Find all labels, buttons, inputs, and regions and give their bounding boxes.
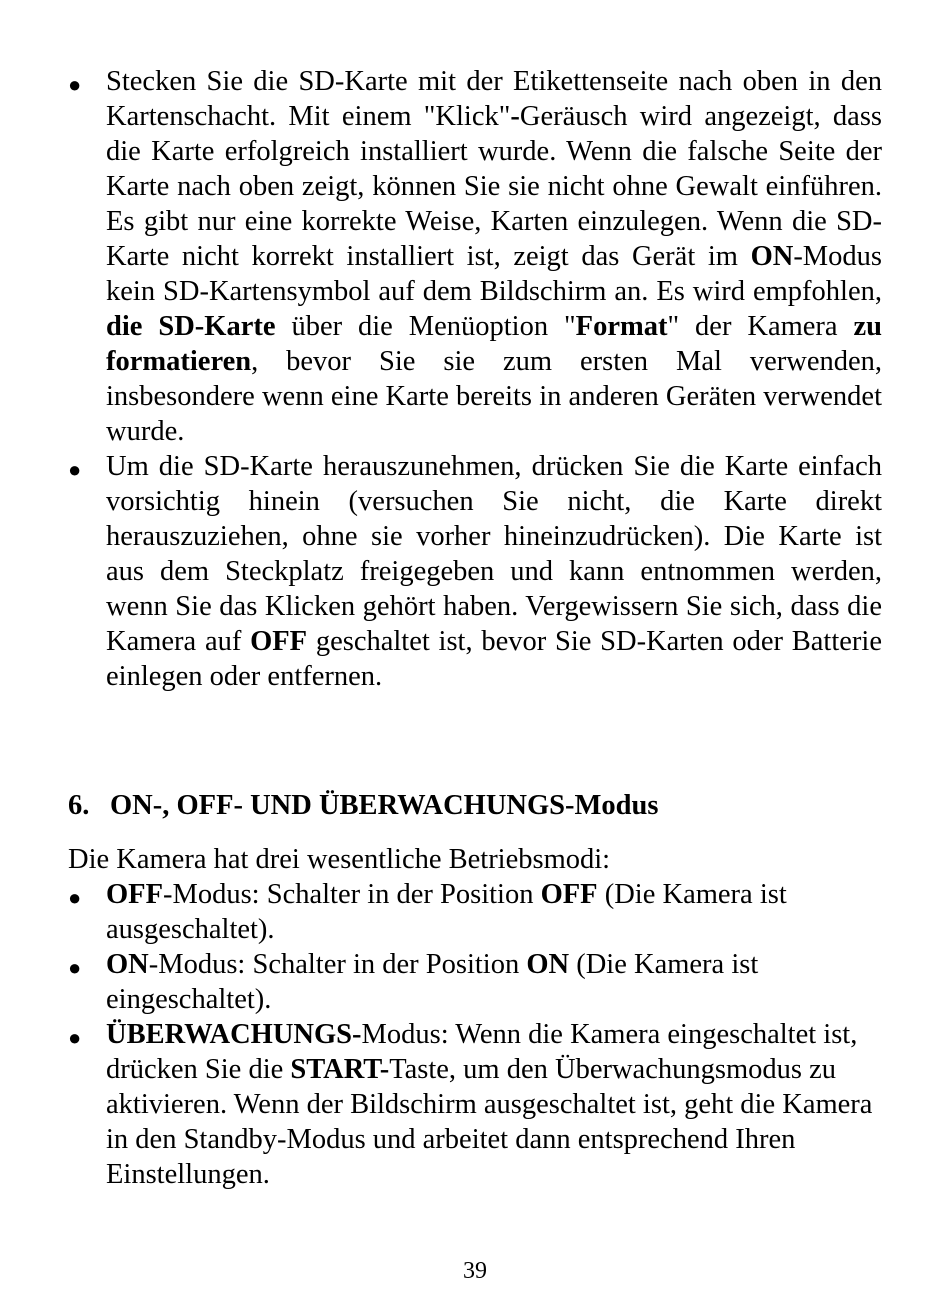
list-item: [68, 947, 882, 1017]
text-segment: -Modus: Schalter in der Position: [163, 879, 541, 910]
text-segment: -: [510, 101, 520, 132]
text-segment: zu formatieren: [106, 311, 882, 377]
text-segment: geschaltet ist, bevor Sie SD-Karten oder Batterie einlegen oder entfernen.: [106, 626, 882, 692]
paragraph: [106, 947, 882, 1017]
text-segment: , bevor Sie sie zum ersten Mal verwenden, insbesondere wenn eine Karte bereits in anderen Geräten verwendet wurde.: [106, 346, 882, 447]
bullet-icon: ●: [68, 72, 82, 97]
section-number: 6.: [68, 790, 90, 821]
text-segment: Stecken Sie die SD-Karte mit der Etikettenseite nach oben in den Kartenschacht. Mit einem "Klick": [106, 66, 882, 132]
text-segment: Modus: Wenn die Kamera eingeschaltet ist, drücken Sie die: [106, 1019, 858, 1085]
page-number: 39: [463, 1258, 487, 1284]
paragraph: [106, 64, 882, 449]
text-segment: ÜBERWACHUNGS-: [106, 1019, 362, 1050]
bullet-icon: ●: [68, 885, 82, 910]
list-item: [68, 877, 882, 947]
section-heading: [68, 786, 658, 826]
paragraph: [106, 1017, 882, 1192]
text-segment: die SD-Karte: [106, 311, 276, 342]
text-segment: (Die Kamera ist ausgeschaltet).: [106, 879, 787, 945]
text-segment: Geräusch wird angezeigt, dass die Karte erfolgreich installiert wurde. Wenn die falsche Seite der Karte nach oben zeigt, können Sie sie nicht ohne Gewalt einführen. Es gibt nur eine korrekte Weise, Karten einzulegen. Wenn die SD-Karte nicht korrekt installiert ist, zeigt das Gerät im: [106, 101, 882, 272]
paragraph: [106, 877, 882, 947]
list-item: [68, 449, 882, 694]
text-segment: " der Kamera: [667, 311, 854, 342]
sd-card-instructions-list: [68, 64, 882, 694]
text-segment: (Die Kamera ist eingeschaltet).: [106, 949, 759, 1015]
text-segment: ON: [750, 241, 794, 272]
text-segment: OFF: [540, 879, 598, 910]
text-segment: OFF: [250, 626, 308, 657]
text-segment: über die Menüoption ": [275, 311, 576, 342]
text-segment: -Modus: Schalter in der Position: [148, 949, 527, 980]
list-item: [68, 1017, 882, 1192]
text-segment: Um die SD-Karte herauszunehmen, drücken Sie die Karte einfach vorsichtig hinein (versuchen Sie nicht, die Karte direkt herauszuziehen, ohne sie vorher hineinzudrücken). Die Karte ist aus dem Steckplatz freigegeben und kann entnommen werden, wenn Sie das Klicken gehört haben. Vergewissern Sie sich, dass die Kamera auf: [106, 451, 882, 657]
list-item: [68, 64, 882, 449]
text-segment: -Modus kein SD-Kartensymbol auf dem Bildschirm an. Es wird empfohlen,: [106, 241, 882, 307]
text-segment: ON: [526, 949, 570, 980]
bullet-icon: ●: [68, 457, 82, 482]
section-title: ON-, OFF- UND ÜBERWACHUNGS-Modus: [110, 790, 659, 821]
text-segment: ON: [106, 949, 149, 980]
bullet-icon: ●: [68, 1025, 82, 1050]
text-segment: OFF: [106, 879, 163, 910]
paragraph: [106, 449, 882, 694]
operating-modes-list: [68, 877, 882, 1192]
text-segment: START-: [290, 1054, 390, 1085]
text-segment: Taste, um den Überwachungsmodus zu aktivieren. Wenn der Bildschirm ausgeschaltet ist, geht die Kamera in den Standby-Modus und arbeitet dann entsprechend Ihren Einstellungen.: [106, 1054, 873, 1190]
section-intro: Die Kamera hat drei wesentliche Betriebsmodi:: [68, 844, 611, 875]
text-segment: Format: [575, 311, 668, 342]
bullet-icon: ●: [68, 955, 82, 980]
